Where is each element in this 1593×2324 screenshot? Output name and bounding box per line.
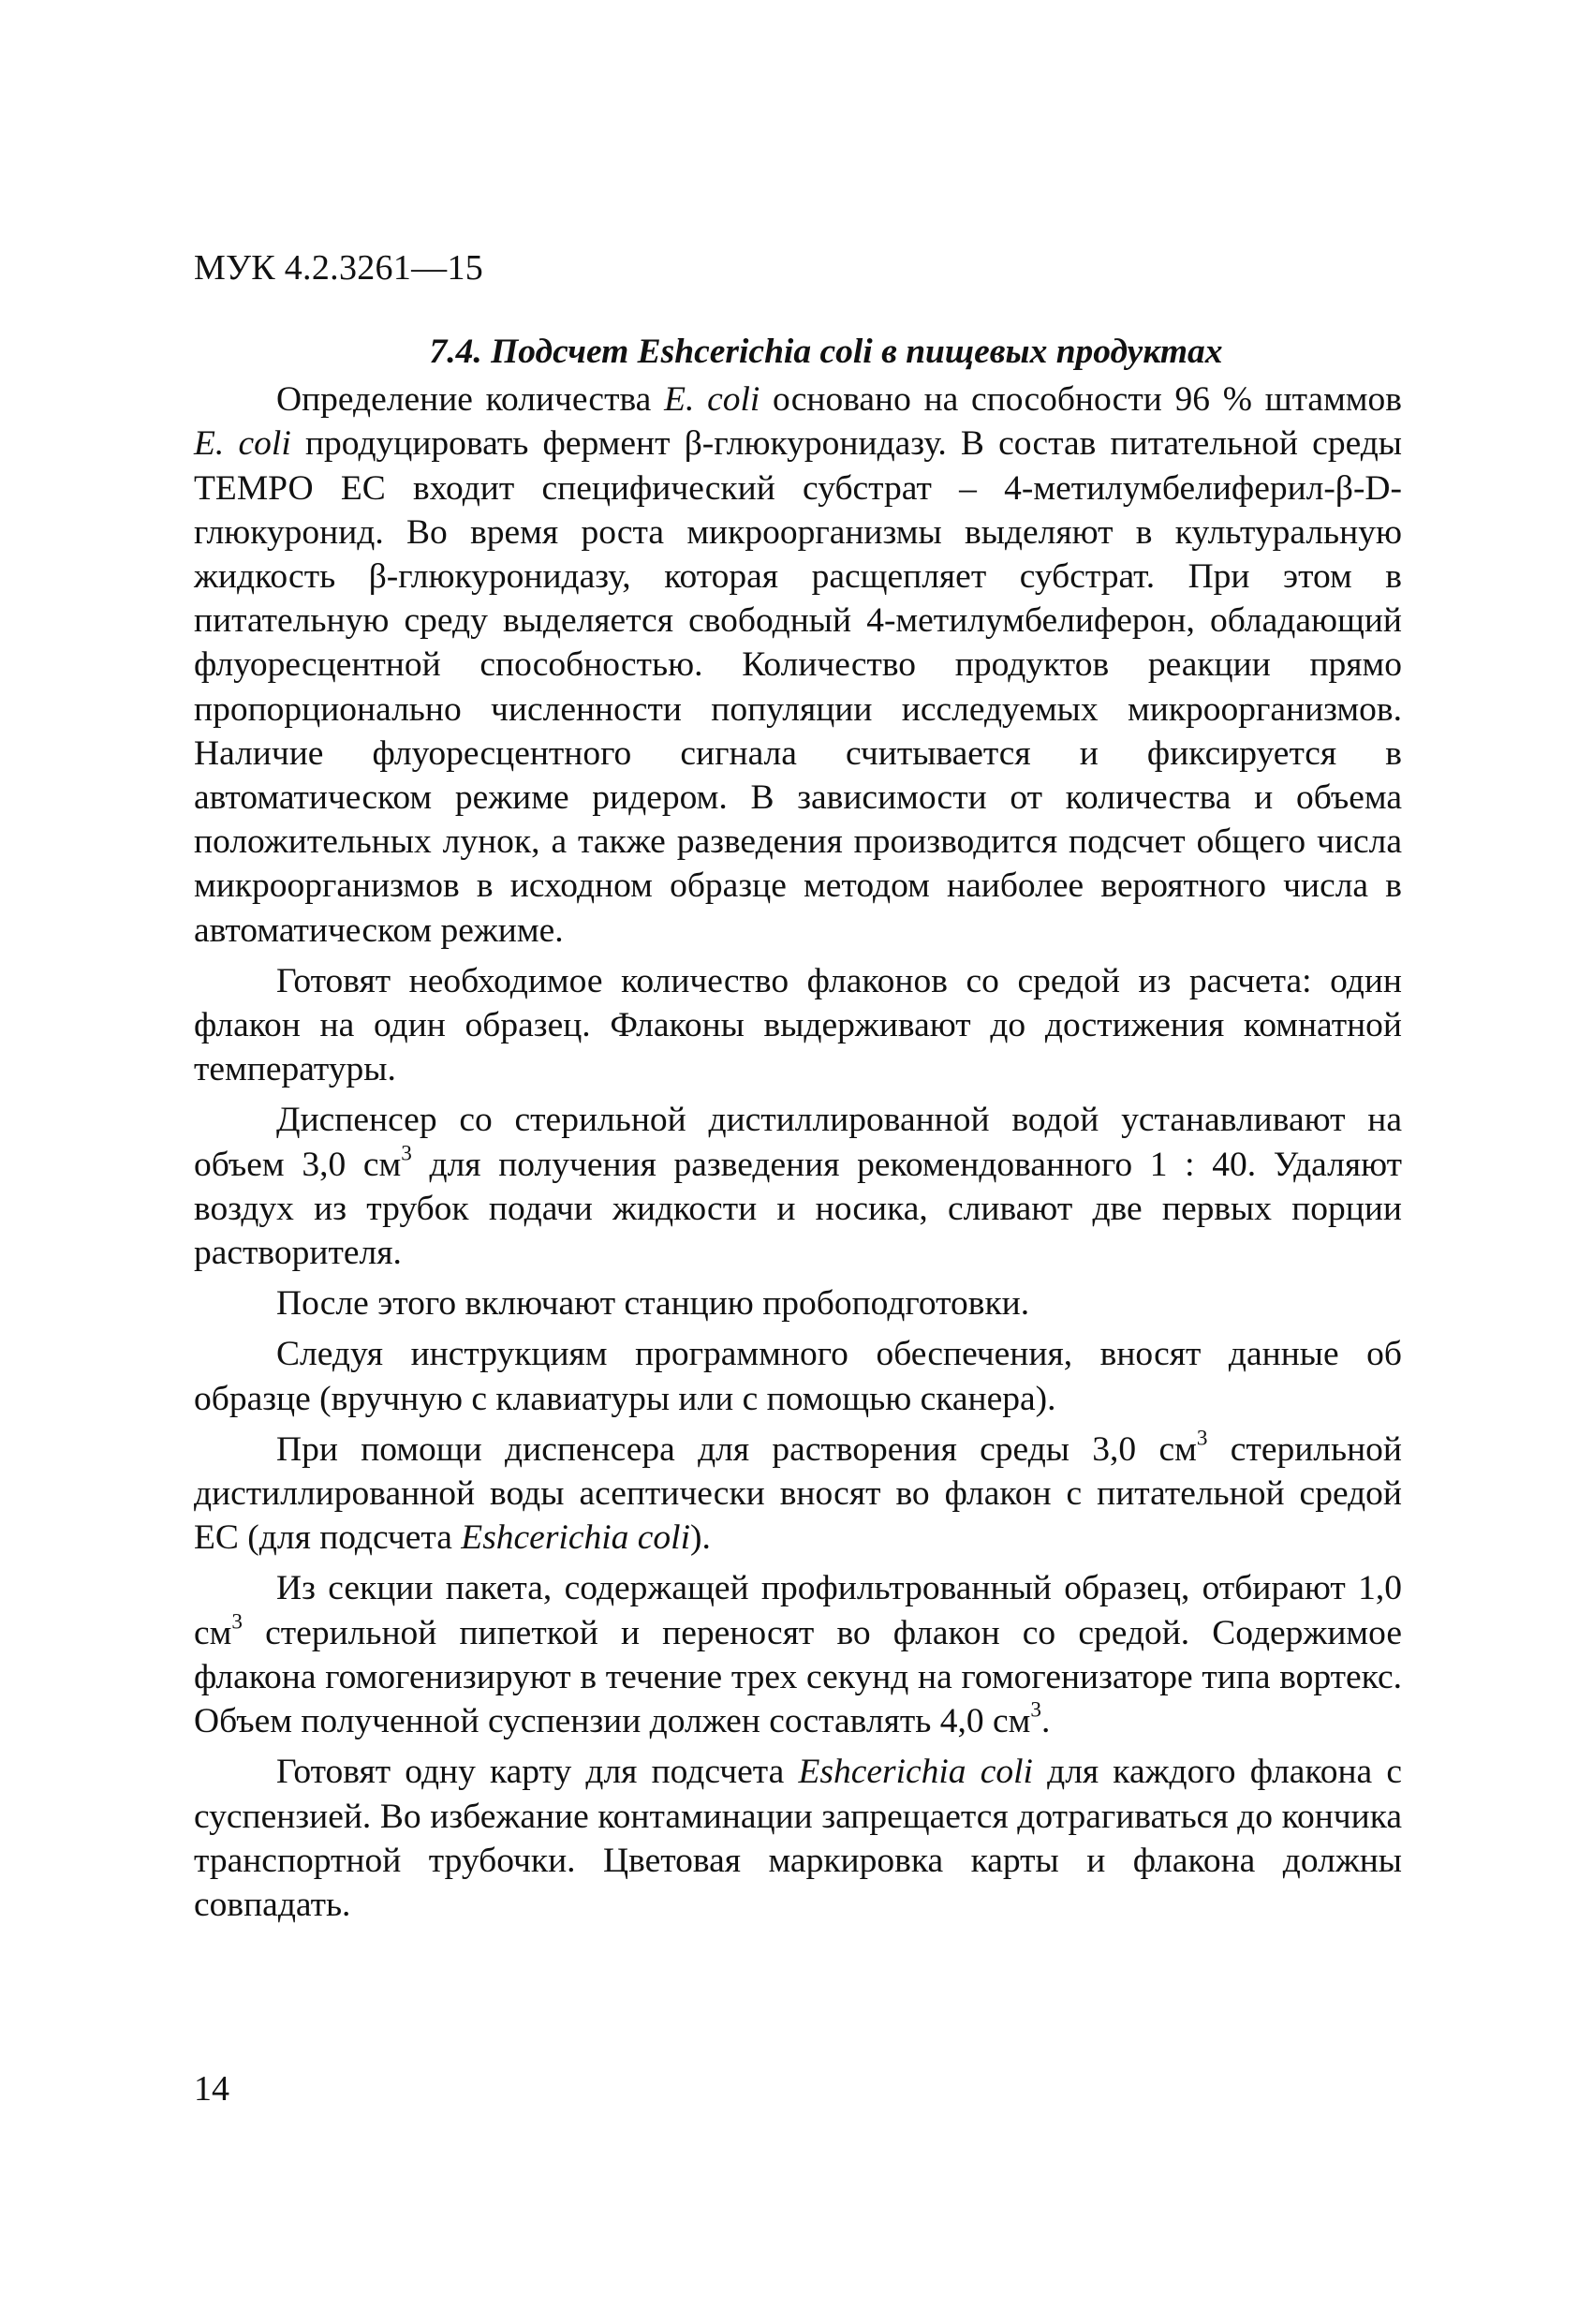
paragraph-1: Определение количества E. coli основано на способности 96 % штаммов E. coli продуцировать фермент β-глюкуронидазу. В состав питательной среды ТЕМРО ЕС входит специфический субстрат – 4-метилумбелиферил-β-D-глюкуронид. Во время роста микроорганизмы выделяют в культуральную жидкость β-глюкуронидазу, которая расщепляет субстрат. При этом в питательную среду выделяется свободный 4-метилумбелиферон, обладающий флуоресцентной способностью. Количество продуктов реакции прямо пропорционально численности популяции исследуемых микроорганизмов. Наличие флуоресцентного сигнала считывается и фиксируется в автоматическом режиме ридером. В зависимости от количества и объема положительных лунок, а также разведения производится подсчет общего числа микроорганизмов в исходном образце методом наиболее вероятного числа в автоматическом режиме. bbox=[194, 380, 1402, 950]
paragraph-5: Следуя инструкциям программного обеспечения, вносят данные об образце (вручную с клавиатуры или с помощью сканера). bbox=[194, 1335, 1402, 1418]
paragraph-7: Из секции пакета, содержащей профильтрованный образец, отбирают 1,0 $см^3$ стерильной пипеткой и переносят во флакон со средой. Содержимое флакона гомогенизируют в течение трех секунд на гомогенизаторе типа вортекс. Объем полученной суспензии должен составлять 4,0 $см^3$. bbox=[194, 1569, 1402, 1741]
paragraph-8: Готовят одну карту для подсчета Eshcerichia coli для каждого флакона с суспензией. Во избежание контаминации запрещается дотрагиваться до кончика транспортной трубочки. Цветовая маркировка карты и флакона должны совпадать. bbox=[194, 1753, 1403, 1924]
document-code-header: МУК 4.2.3261—15 bbox=[194, 248, 484, 288]
paragraph-3: Диспенсер со стерильной дистиллированной водой устанавливают на объем 3,0 $см^3$ для получения разведения рекомендованного 1 : 40. Удаляют воздух из трубок подачи жидкости и носика, сливают две первых порции растворителя. bbox=[194, 1101, 1402, 1273]
body-text bbox=[194, 330, 1402, 1933]
paragraph-2: Готовят необходимое количество флаконов со средой из расчета: один флакон на один образец. Флаконы выдерживают до достижения комнатной температуры. bbox=[194, 961, 1402, 1089]
section-title: 7.4. Подсчет Eshcerichia coli в пищевых продуктах bbox=[429, 333, 1223, 371]
page-number: 14 bbox=[194, 2069, 229, 2109]
paragraph-4: После этого включают станцию пробоподготовки. bbox=[276, 1284, 1030, 1324]
paragraph-6: При помощи диспенсера для растворения среды 3,0 $см^3$ стерильной дистиллированной воды асептически вносят во флакон с питательной средой ЕС (для подсчета Eshcerichia coli). bbox=[194, 1426, 1402, 1558]
